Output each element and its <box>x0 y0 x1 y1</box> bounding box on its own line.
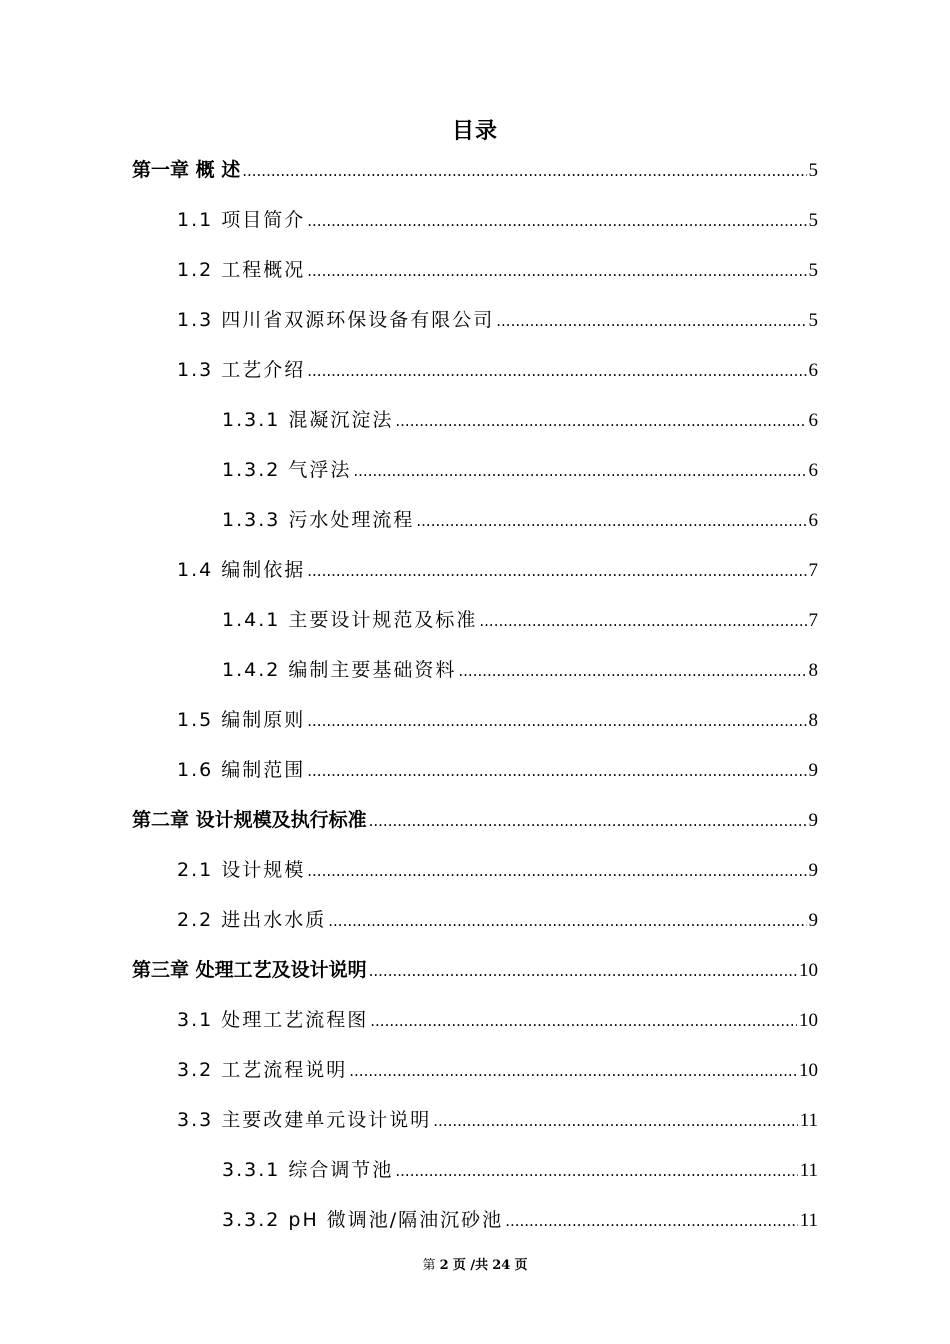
toc-entry-text: 3.3 主要改建单元设计说明 <box>177 1109 432 1131</box>
dot-leader <box>416 506 806 536</box>
toc-entry-text: 2.2 进出水水质 <box>177 909 327 931</box>
toc-entry-text: 第二章 设计规模及执行标准 <box>132 809 367 831</box>
toc-entry[interactable] <box>132 155 818 185</box>
toc-entry-page: 5 <box>808 310 818 331</box>
toc-entry-page: 10 <box>799 1010 818 1031</box>
toc-entry-text: 3.1 处理工艺流程图 <box>177 1009 369 1031</box>
toc-entry-text: 1.1 项目简介 <box>177 209 306 231</box>
toc-entry-text: 1.6 编制范围 <box>177 759 306 781</box>
toc-entry-text: 1.5 编制原则 <box>177 709 306 731</box>
toc-entry-text: 1.4.1 主要设计规范及标准 <box>222 609 478 631</box>
dot-leader <box>458 656 806 686</box>
dot-leader <box>328 906 806 936</box>
toc-entry-page: 8 <box>808 660 818 681</box>
dot-leader <box>369 956 797 986</box>
toc-entry-page: 9 <box>808 810 818 831</box>
toc-entry-text: 3.3.2 pH 微调池/隔油沉砂池 <box>222 1209 504 1231</box>
toc-entry-text: 第一章 概 述 <box>132 159 241 181</box>
dot-leader <box>242 156 806 186</box>
toc-entry[interactable] <box>177 305 818 335</box>
footer-total-pages: 24 <box>492 1258 511 1273</box>
toc-entry[interactable] <box>222 655 818 685</box>
toc-entry[interactable] <box>177 355 818 385</box>
toc-entry[interactable] <box>177 1105 818 1135</box>
toc-entry-text: 2.1 设计规模 <box>177 859 306 881</box>
dot-leader <box>307 856 806 886</box>
dot-leader <box>505 1206 798 1236</box>
toc-entry[interactable] <box>177 205 818 235</box>
toc-entry[interactable] <box>177 705 818 735</box>
toc-entry[interactable] <box>132 955 818 985</box>
toc-entry-text: 1.2 工程概况 <box>177 259 306 281</box>
toc-entry[interactable] <box>177 905 818 935</box>
toc-entry[interactable] <box>177 755 818 785</box>
toc-entry[interactable] <box>222 605 818 635</box>
toc-entry-page: 11 <box>799 1110 818 1131</box>
toc-entry-page: 6 <box>808 410 818 431</box>
toc-entry-page: 7 <box>808 610 818 631</box>
toc-entry-page: 10 <box>799 1060 818 1081</box>
toc-entry-page: 10 <box>799 960 818 981</box>
toc-entry-text: 3.3.1 综合调节池 <box>222 1159 394 1181</box>
toc-entry[interactable] <box>222 505 818 535</box>
toc-entry-page: 11 <box>799 1210 818 1231</box>
dot-leader <box>307 556 806 586</box>
dot-leader <box>370 1006 797 1036</box>
dot-leader <box>307 256 806 286</box>
toc-entry-text: 第三章 处理工艺及设计说明 <box>132 959 367 981</box>
toc-entry-page: 9 <box>808 760 818 781</box>
toc-entry-page: 6 <box>808 360 818 381</box>
toc-entry[interactable] <box>132 805 818 835</box>
dot-leader <box>395 1156 797 1186</box>
toc-entry-page: 9 <box>808 860 818 881</box>
toc-entry-page: 9 <box>808 910 818 931</box>
toc-entry-page: 7 <box>808 560 818 581</box>
toc-entry-text: 1.3 四川省双源环保设备有限公司 <box>177 309 495 331</box>
toc-entry-page: 5 <box>808 210 818 231</box>
toc-entry-text: 1.3.3 污水处理流程 <box>222 509 415 531</box>
dot-leader <box>496 306 806 336</box>
dot-leader <box>395 406 806 436</box>
dot-leader <box>479 606 806 636</box>
toc-entry[interactable] <box>177 555 818 585</box>
toc-entry-page: 5 <box>808 160 818 181</box>
toc-entry-text: 1.4 编制依据 <box>177 559 306 581</box>
toc-entry-text: 1.4.2 编制主要基础资料 <box>222 659 457 681</box>
footer-suffix: 页 <box>514 1258 528 1273</box>
dot-leader <box>349 1056 797 1086</box>
toc-entry-text: 1.3 工艺介绍 <box>177 359 306 381</box>
toc-entry-page: 8 <box>808 710 818 731</box>
dot-leader <box>307 206 806 236</box>
toc-entry[interactable] <box>177 1055 818 1085</box>
toc-entry-page: 5 <box>808 260 818 281</box>
toc-entry-page: 6 <box>808 510 818 531</box>
toc-entry[interactable] <box>177 255 818 285</box>
dot-leader <box>433 1106 797 1136</box>
dot-leader <box>369 806 807 836</box>
dot-leader <box>307 706 806 736</box>
toc-entry-page: 11 <box>799 1160 818 1181</box>
footer-current-page: 2 <box>439 1258 449 1273</box>
dot-leader <box>353 456 806 486</box>
toc-entry[interactable] <box>177 1005 818 1035</box>
toc-entry-text: 1.3.1 混凝沉淀法 <box>222 409 394 431</box>
toc-entry-page: 6 <box>808 460 818 481</box>
toc-entry[interactable] <box>222 1155 818 1185</box>
toc-entry[interactable] <box>177 855 818 885</box>
footer-prefix: 第 <box>422 1258 436 1273</box>
page-footer <box>0 1254 950 1273</box>
dot-leader <box>307 356 806 386</box>
toc-entry[interactable] <box>222 1205 818 1235</box>
toc-entry-text: 1.3.2 气浮法 <box>222 459 352 481</box>
toc-entry[interactable] <box>222 405 818 435</box>
footer-mid: 页 /共 <box>452 1258 489 1273</box>
toc-entry[interactable] <box>222 455 818 485</box>
toc-title: 目录 <box>451 119 498 144</box>
toc-entry-text: 3.2 工艺流程说明 <box>177 1059 348 1081</box>
dot-leader <box>307 756 806 786</box>
